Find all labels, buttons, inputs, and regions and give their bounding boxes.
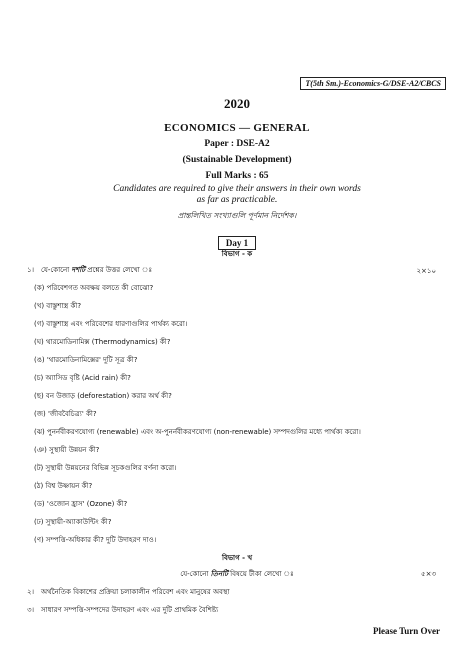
instructions: [0, 184, 474, 206]
list-item: (ট) সুস্থায়ী উন্নয়নের বিভিন্ন সূচকগুলির বর্ণনা করো।: [34, 464, 177, 472]
question-number: ২।: [26, 588, 34, 596]
list-item: (ছ) বন উজাড় (deforestation) করার অর্থ কী?: [34, 392, 172, 400]
instruction-bengali: প্রান্তলিখিত সংখ্যাগুলি পূর্ণমান নির্দেশক।: [177, 211, 297, 220]
section-b-marks: ৫×৩: [421, 570, 436, 578]
exam-year: 2020: [224, 96, 250, 111]
list-item: (জ) 'জীববৈচিত্র্য' কী?: [34, 410, 97, 418]
instruction-line-2: as far as practicable.: [196, 195, 278, 205]
question-3: [18, 604, 218, 616]
paper-label: Paper : DSE-A2: [204, 139, 270, 149]
section-b-title: বিভাগ - খ: [221, 554, 253, 562]
instruction-line-1: Candidates are required to give their answers in their own words: [113, 184, 361, 194]
paper-code: T(5th Sm.)-Economics-G/DSE-A2/CBCS: [300, 77, 446, 90]
question-1-marks: ২×১০: [416, 267, 436, 275]
list-item: (খ) বাস্তুশাস্ত্র কী?: [34, 302, 82, 310]
list-item: (ঞ) সুস্থায়ী উন্নয়ন কী?: [34, 446, 100, 454]
turn-over-note: Please Turn Over: [373, 626, 440, 636]
question-number: ৩।: [26, 606, 34, 614]
instruction-post: বিষয়ে টীকা লেখো ঃ: [227, 570, 294, 578]
instruction-pre: যে-কোনো: [180, 570, 211, 578]
question-number: ১।: [26, 266, 34, 274]
day-label: Day 1: [218, 236, 256, 250]
subject-title: ECONOMICS — GENERAL: [164, 122, 310, 134]
question-text: [41, 266, 152, 274]
question-text-emphasis: দশটি: [71, 266, 86, 274]
question-text-pre: যে-কোনো: [41, 266, 72, 274]
question-2: [18, 586, 230, 598]
list-item: (গ) বাস্তুশাস্ত্র এবং পরিবেশের ধারণাগুলির পার্থক্য করো।: [34, 320, 188, 328]
question-1: [18, 264, 152, 276]
section-b-instruction: [0, 568, 474, 580]
list-item: (ঝ) পুনর্নবীকরণযোগ্য (renewable) এবং অ-পুনর্নবীকরণযোগ্য (non-renewable) সম্পদগুলির মধ্যে পার্থক্য করো।: [34, 428, 361, 436]
list-item: (চ) অ্যাসিড বৃষ্টি (Acid rain) কী?: [34, 374, 131, 382]
list-item: (ণ) সম্পত্তি-অধিকার কী? দুটি উদাহরণ দাও।: [34, 536, 157, 544]
list-item: (ড) 'ওজোন হ্রাস' (Ozone) কী?: [34, 500, 128, 508]
list-item: (ঠ) বিশ্ব উষ্ণায়ন কী?: [34, 482, 93, 490]
list-item: (ঢ) সুস্থায়ী-অ্যাকাউন্টিং কী?: [34, 518, 112, 526]
question-text-post: প্রশ্নের উত্তর লেখো ঃ: [85, 266, 153, 274]
full-marks: Full Marks : 65: [205, 171, 269, 181]
list-item: (ক) পরিবেশগত অবক্ষয় বলতে কী বোঝো?: [34, 284, 154, 292]
question-text: সাধারণ সম্পত্তি-সম্পদের উদাহরণ এবং এর দুটি প্রাথমিক বৈশিষ্ট্য: [41, 606, 219, 614]
list-item: (ঘ) থারমোডিনামিক্স (Thermodynamics) কী?: [34, 338, 171, 346]
list-item: (ঙ) 'থারমোডিনামিক্সের' দুটি সূত্র কী?: [34, 356, 138, 364]
section-a-title: বিভাগ - ক: [221, 250, 253, 258]
paper-subtitle: (Sustainable Development): [182, 155, 292, 165]
question-text: অর্থনৈতিক বিকাশের প্রক্রিয়া চলাকালীন পরিবেশ এবং মানুষের অবস্থা: [41, 588, 230, 596]
instruction-emphasis: তিনটি: [210, 570, 228, 578]
